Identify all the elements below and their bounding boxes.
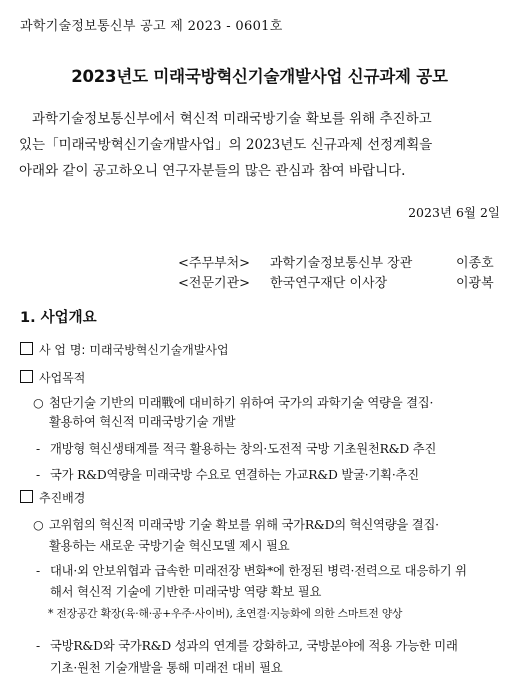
background-footnote: * 전장공간 확장(육·해·공+우주·사이버), 초연결·지능화에 의한 스마트전 양상 <box>48 607 403 620</box>
notice-date: 2023년 6월 2일 <box>408 205 500 220</box>
purpose-circle-line <box>33 393 511 411</box>
background-label: 추진배경 <box>39 491 86 505</box>
background-dash-line-cont: 기초·원천 기술개발을 통해 미래전 대비 필요 <box>50 661 283 675</box>
square-bullet-icon <box>20 370 33 383</box>
purpose-item <box>20 369 85 386</box>
signature-role: <전문기관> <box>178 276 251 291</box>
signature-org: 과학기술정보통신부 장관 <box>270 256 413 271</box>
circle-bullet-icon: ○ <box>33 518 44 532</box>
background-circle-line-cont: 활용하는 새로운 국방기술 혁신모델 제시 필요 <box>49 539 290 553</box>
background-dash-text: 대내·외 안보위협과 급속한 미래전장 변화*에 한정된 병력·전력으로 대응하기 위 <box>50 564 467 578</box>
dash-bullet-icon: - <box>36 564 40 578</box>
background-item <box>20 489 85 506</box>
business-name-label: 사 업 명: <box>39 343 86 357</box>
business-name-value: 미래국방혁신기술개발사업 <box>89 343 229 357</box>
background-circle-line <box>33 515 511 533</box>
background-text: 고위험의 혁신적 미래국방 기술 확보를 위해 국가R&D의 혁신역량을 결집· <box>49 518 439 532</box>
purpose-label: 사업목적 <box>39 371 86 385</box>
square-bullet-icon <box>20 490 33 503</box>
signature-role: <주무부처> <box>178 256 251 271</box>
intro-paragraph <box>19 106 503 184</box>
signature-name: 이광복 <box>456 276 494 291</box>
square-bullet-icon <box>20 342 33 355</box>
purpose-dash-line <box>36 465 512 483</box>
purpose-dash-text: 개방형 혁신생태계를 적극 활용하는 창의·도전적 국방 기초원천R&D 추진 <box>50 442 437 456</box>
intro-line: 있는「미래국방혁신기술개발사업」의 2023년도 신규과제 선정계획을 <box>19 137 433 153</box>
business-name-item <box>20 341 229 358</box>
circle-bullet-icon: ○ <box>33 396 44 410</box>
dash-bullet-icon: - <box>36 639 40 653</box>
intro-line: 과학기술정보통신부에서 혁신적 미래국방기술 확보를 위해 추진하고 <box>32 111 432 127</box>
purpose-circle-line-cont: 활용하여 혁신적 미래국방기술 개발 <box>49 415 236 429</box>
purpose-dash-text: 국가 R&D역량을 미래국방 수요로 연결하는 가교R&D 발굴·기획·추진 <box>50 468 419 482</box>
background-dash-text: 국방R&D와 국가R&D 성과의 연계를 강화하고, 국방분야에 적용 가능한 미래 <box>50 639 458 653</box>
dash-bullet-icon: - <box>36 468 40 482</box>
notice-title: 2023년도 미래국방혁신기술개발사업 신규과제 공모 <box>71 67 448 86</box>
section-heading: 1. 사업개요 <box>20 310 97 326</box>
purpose-dash-line <box>36 439 512 457</box>
background-dash-line-cont: 해서 혁신적 기술에 기반한 미래국방 역량 확보 필요 <box>50 585 322 599</box>
signature-org: 한국연구재단 이사장 <box>270 276 388 291</box>
signature-name: 이종호 <box>456 256 494 271</box>
notice-number: 과학기술정보통신부 공고 제 2023 - 0601호 <box>20 19 283 34</box>
intro-line: 아래와 같이 공고하오니 연구자분들의 많은 관심과 참여 바랍니다. <box>19 163 406 179</box>
purpose-text: 첨단기술 기반의 미래戰에 대비하기 위하여 국가의 과학기술 역량을 결집· <box>49 396 434 410</box>
background-dash-line <box>36 561 512 579</box>
background-dash-line <box>36 636 512 654</box>
dash-bullet-icon: - <box>36 442 40 456</box>
